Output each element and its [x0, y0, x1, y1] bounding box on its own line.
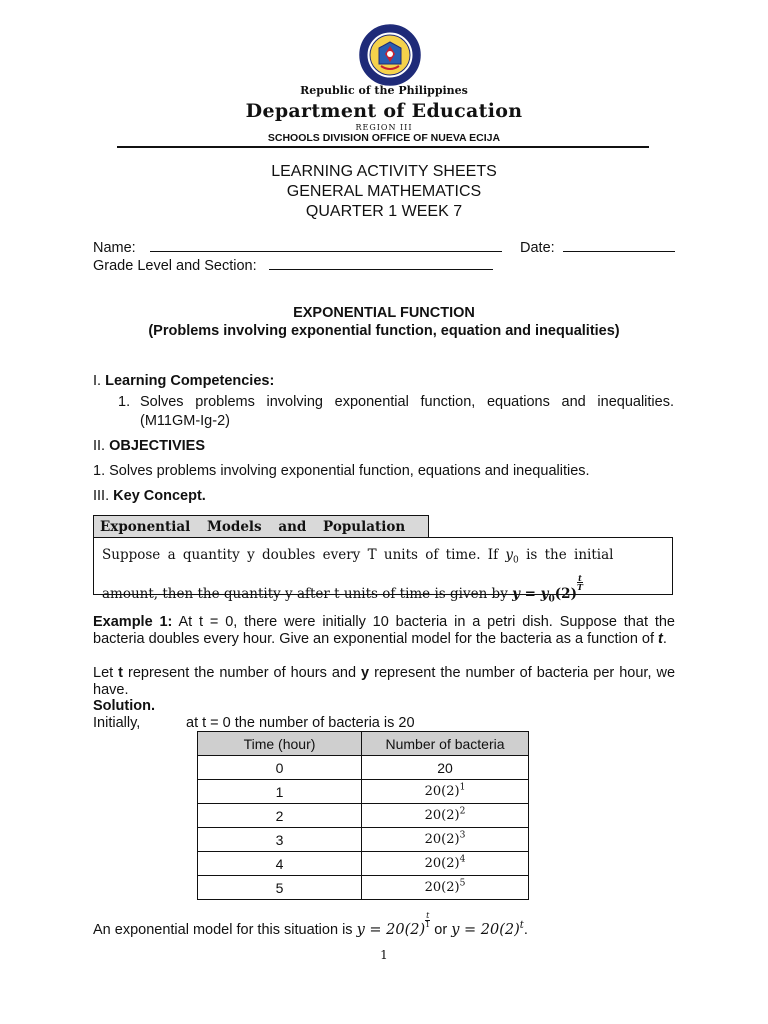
concept-formula-exponent: [577, 574, 583, 591]
time-cell: 1: [198, 780, 362, 804]
section-2-numeral: II.: [93, 438, 106, 454]
section-1-title: Learning Competencies:: [105, 373, 275, 389]
column-header-bacteria: Number of bacteria: [362, 732, 529, 756]
section-2-title: OBJECTIVIES: [109, 438, 206, 454]
let-text-1: Let: [93, 665, 119, 681]
time-cell: 4: [198, 852, 362, 876]
model-2-exponent: t: [519, 919, 524, 931]
concept-formula: y = y: [512, 585, 549, 602]
topic-heading: [0, 304, 768, 340]
bacteria-cell: [362, 756, 529, 780]
let-text-2: represent the number of hours and: [123, 665, 362, 681]
topic-subtitle: (Problems involving exponential function, equation and inequalities): [148, 323, 620, 339]
bacteria-cell: [362, 876, 529, 900]
concept-line-2: [102, 574, 664, 613]
initially-label: Initially,: [93, 715, 141, 731]
date-blank[interactable]: [563, 239, 675, 252]
concept-line-2-text: amount, then the quantity y after t units of time is given by: [102, 585, 513, 602]
title-line-1: LEARNING ACTIVITY SHEETS: [271, 163, 497, 180]
time-cell: 5: [198, 876, 362, 900]
department-title: Department of Education: [245, 100, 523, 122]
republic-line: Republic of the Philippines: [300, 84, 468, 97]
bacteria-value: 20(2): [424, 856, 460, 871]
example-var: t: [658, 631, 663, 647]
concept-box-title: Exponential Models and Population: [93, 515, 429, 537]
deped-seal-logo: [359, 24, 421, 86]
bacteria-cell: [362, 828, 529, 852]
header-divider: [117, 146, 649, 148]
time-cell: 3: [198, 828, 362, 852]
bacteria-value: 20(2): [424, 784, 460, 799]
solution-label: Solution.: [93, 698, 156, 714]
table-row: [198, 804, 529, 828]
table-row: [198, 876, 529, 900]
bacteria-exponent: 4: [459, 854, 466, 865]
region-label: REGION III: [355, 123, 413, 132]
model-2: [451, 919, 524, 938]
name-field: [93, 239, 502, 256]
document-title: [0, 162, 768, 222]
conclusion-end: .: [523, 922, 528, 938]
bacteria-cell: [362, 804, 529, 828]
table-row: [198, 828, 529, 852]
section-1-heading: [93, 373, 274, 390]
time-cell: 2: [198, 804, 362, 828]
date-field: [520, 239, 675, 256]
section-2-heading: [93, 438, 205, 455]
model-1: [356, 911, 431, 938]
concept-line-1-end: is the initial: [518, 547, 614, 563]
grade-blank[interactable]: [269, 257, 493, 270]
bacteria-value: 20(2): [424, 808, 460, 823]
time-cell: 0: [198, 756, 362, 780]
title-line-2: GENERAL MATHEMATICS: [286, 183, 482, 200]
concept-formula-base: (2): [554, 585, 577, 602]
table-header-row: [198, 732, 529, 756]
concept-exp-den: T: [576, 581, 583, 592]
example-paragraph: [93, 614, 675, 648]
section-3-numeral: III.: [93, 488, 110, 504]
concept-formula-sub: 0: [548, 594, 555, 605]
table-row: [198, 852, 529, 876]
model-1-exp-num: t: [426, 911, 430, 920]
concept-exp-num: t: [578, 572, 582, 583]
grade-field: [93, 257, 493, 274]
concept-var-sub: 0: [513, 555, 519, 566]
competency-text: Solves problems involving exponential function, equations and inequalities. (M11GM-Ig-2): [140, 394, 674, 429]
title-line-3: QUARTER 1 WEEK 7: [305, 203, 463, 220]
date-label: Date:: [520, 240, 555, 256]
concept-line-1-text: Suppose a quantity y doubles every T units of time. If: [102, 547, 506, 563]
table-row: [198, 756, 529, 780]
objective-text: 1. Solves problems involving exponential function, equations and inequalities.: [93, 463, 590, 479]
bacteria-exponent: 1: [459, 782, 466, 793]
example-text: At t = 0, there were initially 10 bacteria in a petri dish. Suppose that the bacteria doubles every hour. Give an exponential model for the bacteria as a function of: [93, 614, 675, 647]
division-office: SCHOOLS DIVISION OFFICE OF NUEVA ECIJA: [267, 132, 501, 144]
initial-note: at t = 0 the number of bacteria is 20: [186, 715, 415, 731]
section-3-title: Key Concept.: [113, 488, 206, 504]
page-number: 1: [380, 948, 388, 962]
model-1-exp-den: 1: [425, 920, 431, 929]
bacteria-value: 20: [437, 759, 453, 776]
competency-number: 1.: [118, 394, 131, 410]
let-var-t: t: [118, 665, 123, 681]
section-1-numeral: I.: [93, 373, 102, 389]
grade-label: Grade Level and Section:: [93, 258, 257, 274]
bacteria-exponent: 2: [459, 806, 466, 817]
bacteria-table: [197, 731, 529, 900]
conclusion-line: [93, 912, 528, 939]
bacteria-cell: [362, 780, 529, 804]
bacteria-value: 20(2): [424, 880, 460, 895]
table-row: [198, 780, 529, 804]
concept-var-y: y: [505, 547, 514, 563]
column-header-time: Time (hour): [198, 732, 362, 756]
bacteria-cell: [362, 852, 529, 876]
concept-box: [93, 537, 673, 605]
bacteria-value: 20(2): [424, 832, 460, 847]
model-1-base: y = 20(2): [356, 922, 426, 938]
example-end: .: [662, 631, 667, 647]
let-paragraph: [93, 665, 675, 699]
bacteria-exponent: 3: [459, 830, 466, 841]
topic-title: EXPONENTIAL FUNCTION: [293, 305, 475, 321]
conclusion-text: An exponential model for this situation is: [93, 922, 357, 938]
model-2-base: y = 20(2): [451, 922, 520, 938]
section-3-heading: [93, 488, 206, 505]
name-blank[interactable]: [150, 239, 502, 252]
let-text-3: represent the number of bacteria per hour, we have.: [93, 665, 676, 698]
bacteria-exponent: 5: [459, 878, 466, 889]
conclusion-or: or: [430, 922, 452, 938]
let-var-y: y: [361, 665, 370, 681]
name-label: Name:: [93, 240, 136, 256]
concept-line-1: [102, 543, 664, 574]
example-label: Example 1:: [93, 614, 173, 630]
